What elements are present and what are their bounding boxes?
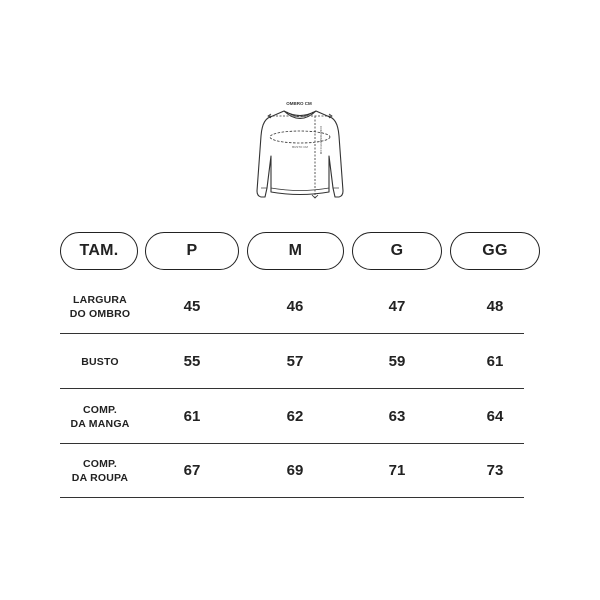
row-label-line: DA ROUPA	[71, 471, 129, 484]
size-pill-m: M	[247, 232, 344, 270]
cell-value: 67	[183, 462, 201, 479]
row-label	[60, 389, 140, 444]
cell-value: 73	[486, 462, 504, 479]
table-row	[60, 279, 524, 334]
row-label	[60, 443, 140, 498]
row-label-line: COMP.	[82, 403, 118, 416]
sweatshirt-illustration	[240, 96, 360, 206]
cell-value: 69	[286, 462, 304, 479]
row-label-line: DO OMBRO	[69, 307, 131, 320]
size-pill-gg: GG	[450, 232, 540, 270]
table-row	[60, 443, 524, 498]
size-pill-p: P	[145, 232, 239, 270]
row-label-line: LARGURA	[73, 293, 127, 306]
cell-value: 61	[183, 408, 201, 425]
cell-value: 71	[388, 462, 406, 479]
row-label	[60, 334, 140, 389]
shoulder-label: OMBRO CM	[286, 101, 312, 106]
cell-value: 61	[486, 353, 504, 370]
cell-value: 55	[183, 353, 201, 370]
cell-value: 47	[388, 298, 406, 315]
size-pill-g: G	[352, 232, 442, 270]
cell-value: 46	[286, 298, 304, 315]
table-row	[60, 334, 524, 389]
bust-label: BUSTO CM	[292, 145, 308, 149]
row-divider	[60, 497, 524, 498]
cell-value: 64	[486, 408, 504, 425]
row-label-line: BUSTO	[81, 355, 119, 368]
cell-value: 45	[183, 298, 201, 315]
sweatshirt-diagram	[240, 96, 360, 206]
row-label-line: COMP.	[82, 457, 118, 470]
row-label	[60, 279, 140, 334]
row-label-line: DA MANGA	[70, 417, 130, 430]
table-row	[60, 389, 524, 444]
cell-value: 63	[388, 408, 406, 425]
cell-value: 62	[286, 408, 304, 425]
cell-value: 48	[486, 298, 504, 315]
length-label: COMPRIMENTO CM	[319, 126, 323, 155]
cell-value: 59	[388, 353, 406, 370]
size-header-pill: TAM.	[60, 232, 138, 270]
cell-value: 57	[286, 353, 304, 370]
